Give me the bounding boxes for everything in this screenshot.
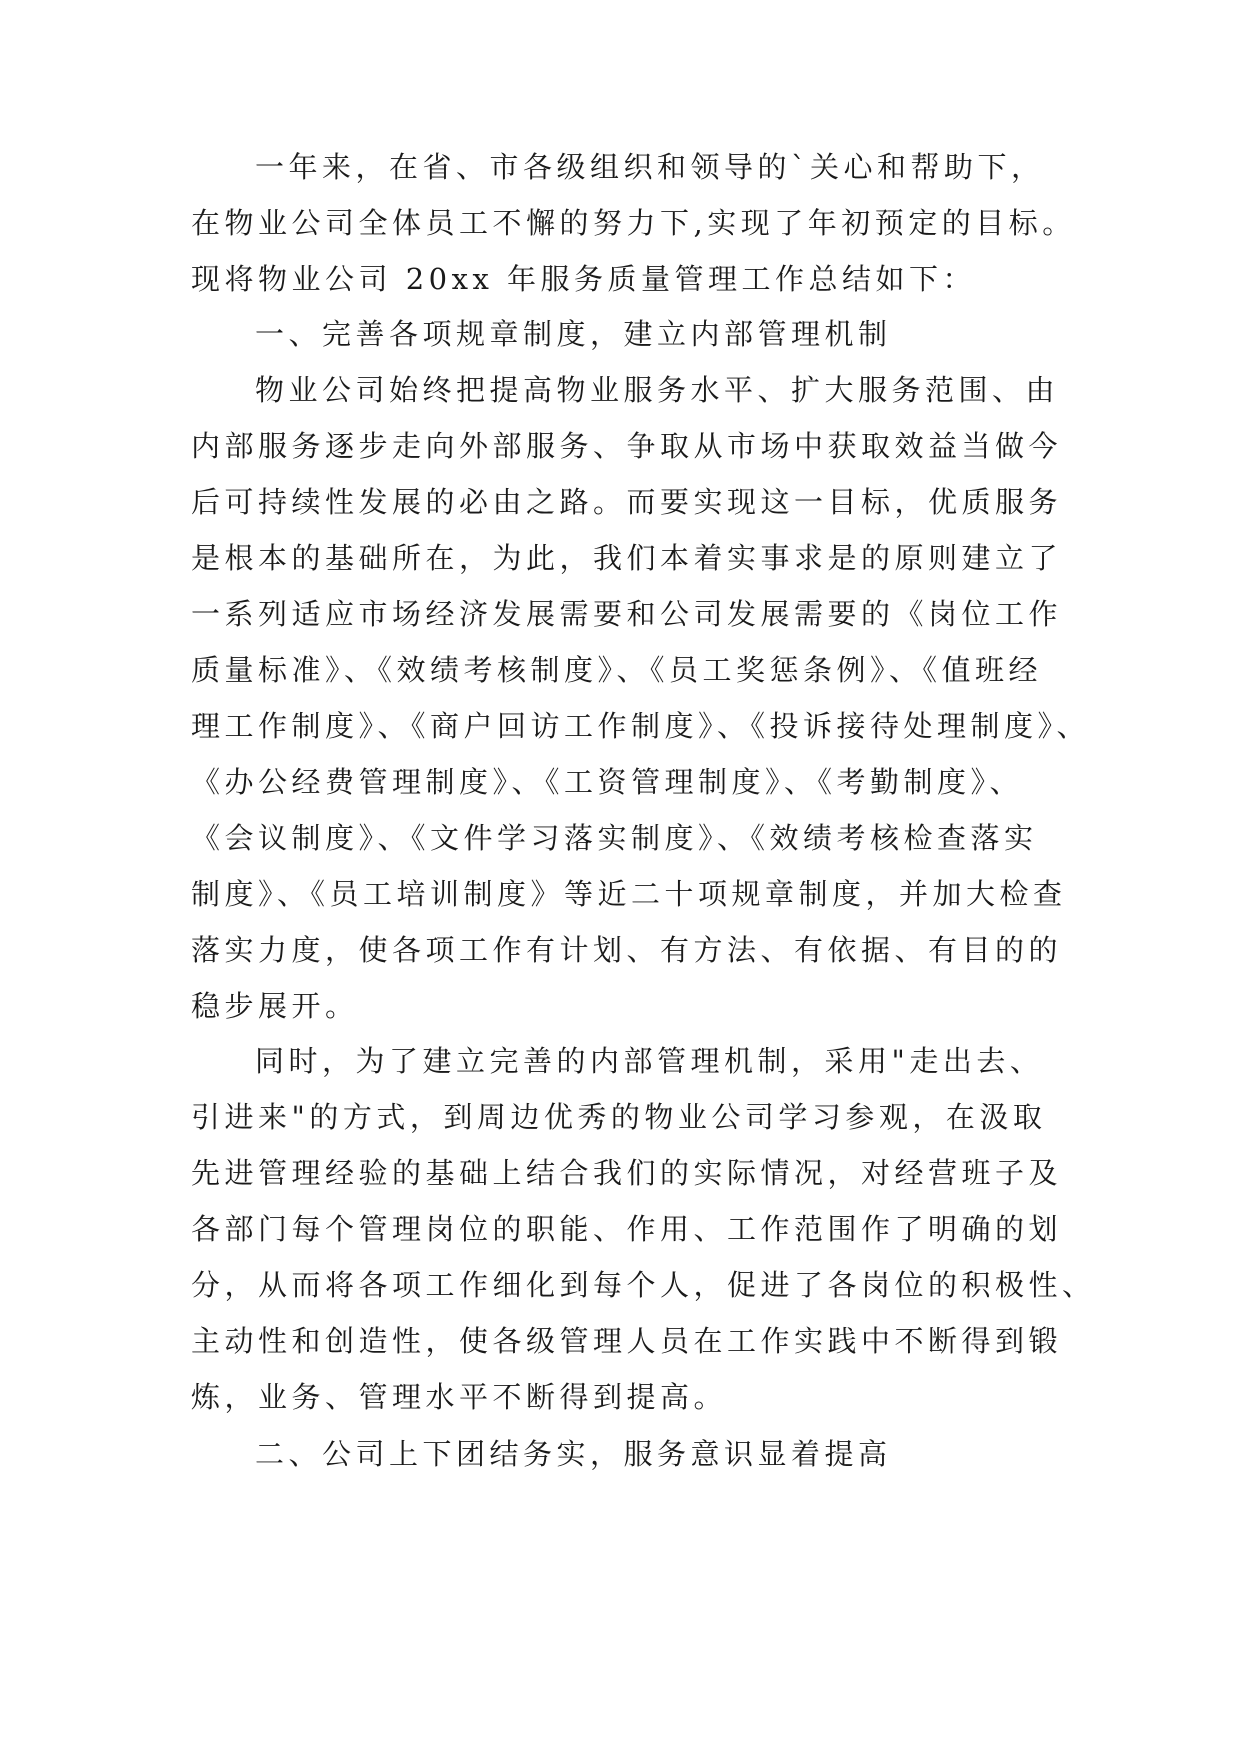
text-line: 《会议制度》、《文件学习落实制度》、《效绩考核检查落实: [191, 821, 1038, 855]
text-line: 炼，业务、管理水平不断得到提高。: [191, 1380, 728, 1414]
text-line: 现将物业公司 20xx 年服务质量管理工作总结如下：: [191, 262, 977, 296]
section-heading: 二、公司上下团结务实，服务意识显着提高: [255, 1437, 892, 1471]
text-line: 同时，为了建立完善的内部管理机制，采用"走出去、: [255, 1044, 1044, 1078]
text-line: 制度》、《员工培训制度》等近二十项规章制度，并加大检查: [191, 877, 1067, 911]
text-line: 分，从而将各项工作细化到每个人，促进了各岗位的积极性、: [191, 1268, 1096, 1302]
text-line: 在物业公司全体员工不懈的努力下,实现了年初预定的目标。: [191, 206, 1076, 240]
text-line: 主动性和创造性，使各级管理人员在工作实践中不断得到锻: [191, 1324, 1063, 1358]
text-line: 理工作制度》、《商户回访工作制度》、《投诉接待处理制度》、: [191, 709, 1091, 743]
text-line: 内部服务逐步走向外部服务、争取从市场中获取效益当做今: [191, 429, 1063, 463]
text-line: 一年来，在省、市各级组织和领导的`关心和帮助下，: [255, 150, 1045, 184]
text-line: 质量标准》、《效绩考核制度》、《员工奖惩条例》、《值班经: [191, 653, 1043, 687]
text-line: 各部门每个管理岗位的职能、作用、工作范围作了明确的划: [191, 1212, 1063, 1246]
text-line: 物业公司始终把提高物业服务水平、扩大服务范围、由: [255, 373, 1060, 407]
text-line: 先进管理经验的基础上结合我们的实际情况，对经营班子及: [191, 1156, 1063, 1190]
text-line: 一系列适应市场经济发展需要和公司发展需要的《岗位工作: [191, 597, 1063, 631]
section-heading: 一、完善各项规章制度，建立内部管理机制: [255, 317, 892, 351]
text-line: 是根本的基础所在，为此，我们本着实事求是的原则建立了: [191, 541, 1063, 575]
text-line: 稳步展开。: [191, 989, 359, 1023]
text-line: 落实力度，使各项工作有计划、有方法、有依据、有目的的: [191, 933, 1063, 967]
text-line: 引进来"的方式，到周边优秀的物业公司学习参观，在汲取: [191, 1100, 1047, 1134]
text-line: 后可持续性发展的必由之路。而要实现这一目标，优质服务: [191, 485, 1063, 519]
text-line: 《办公经费管理制度》、《工资管理制度》、《考勤制度》、: [191, 765, 1024, 799]
